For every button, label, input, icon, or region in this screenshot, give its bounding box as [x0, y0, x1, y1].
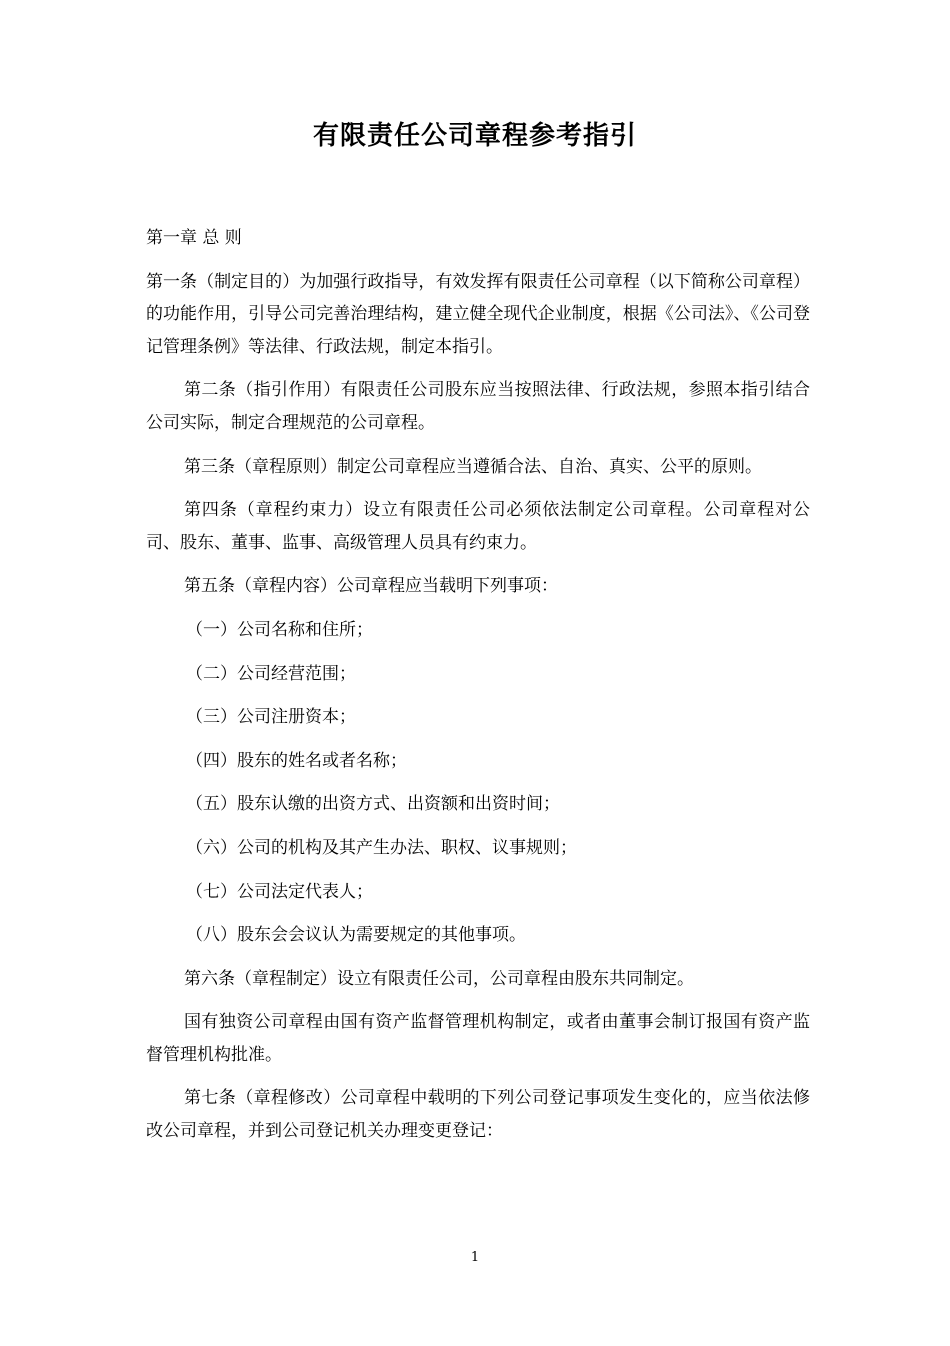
article-2: 第二条（指引作用）有限责任公司股东应当按照法律、行政法规，参照本指引结合公司实际，制定合理规范的公司章程。 [146, 380, 810, 433]
document-body [146, 222, 810, 1159]
article-4: 第四条（章程约束力）设立有限责任公司必须依法制定公司章程。公司章程对公司、股东、董事、监事、高级管理人员具有约束力。 [146, 500, 810, 553]
article-1: 第一条（制定目的）为加强行政指导，有效发挥有限责任公司章程（以下简称公司章程）的功能作用，引导公司完善治理结构，建立健全现代企业制度，根据《公司法》、《公司登记管理条例》等法律、行政法规，制定本指引。 [146, 271, 810, 357]
document-title: 有限责任公司章程参考指引 [312, 121, 637, 151]
list-item: （七）公司法定代表人； [186, 881, 373, 902]
list-item: （六）公司的机构及其产生办法、职权、议事规则； [186, 837, 577, 858]
page-number: 1 [470, 1250, 480, 1265]
list-item: （五）股东认缴的出资方式、出资额和出资时间； [186, 794, 560, 815]
article-6-paragraph-2: 国有独资公司章程由国有资产监督管理机构制定，或者由董事会制订报国有资产监督管理机构批准。 [146, 1012, 810, 1065]
list-item: （二）公司经营范围； [186, 663, 356, 684]
list-item: （三）公司注册资本； [186, 707, 356, 728]
list-item: （一）公司名称和住所； [186, 619, 373, 640]
article-5: 第五条（章程内容）公司章程应当载明下列事项： [184, 576, 558, 597]
list-item: （四）股东的姓名或者名称； [186, 750, 407, 771]
chapter-heading: 第一章 总 则 [146, 228, 242, 248]
article-6: 第六条（章程制定）设立有限责任公司，公司章程由股东共同制定。 [184, 968, 694, 989]
article-7: 第七条（章程修改）公司章程中载明的下列公司登记事项发生变化的，应当依法修改公司章程，并到公司登记机关办理变更登记： [146, 1088, 810, 1142]
article-3: 第三条（章程原则）制定公司章程应当遵循合法、自治、真实、公平的原则。 [184, 456, 762, 477]
list-item: （八）股东会会议认为需要规定的其他事项。 [186, 925, 526, 946]
